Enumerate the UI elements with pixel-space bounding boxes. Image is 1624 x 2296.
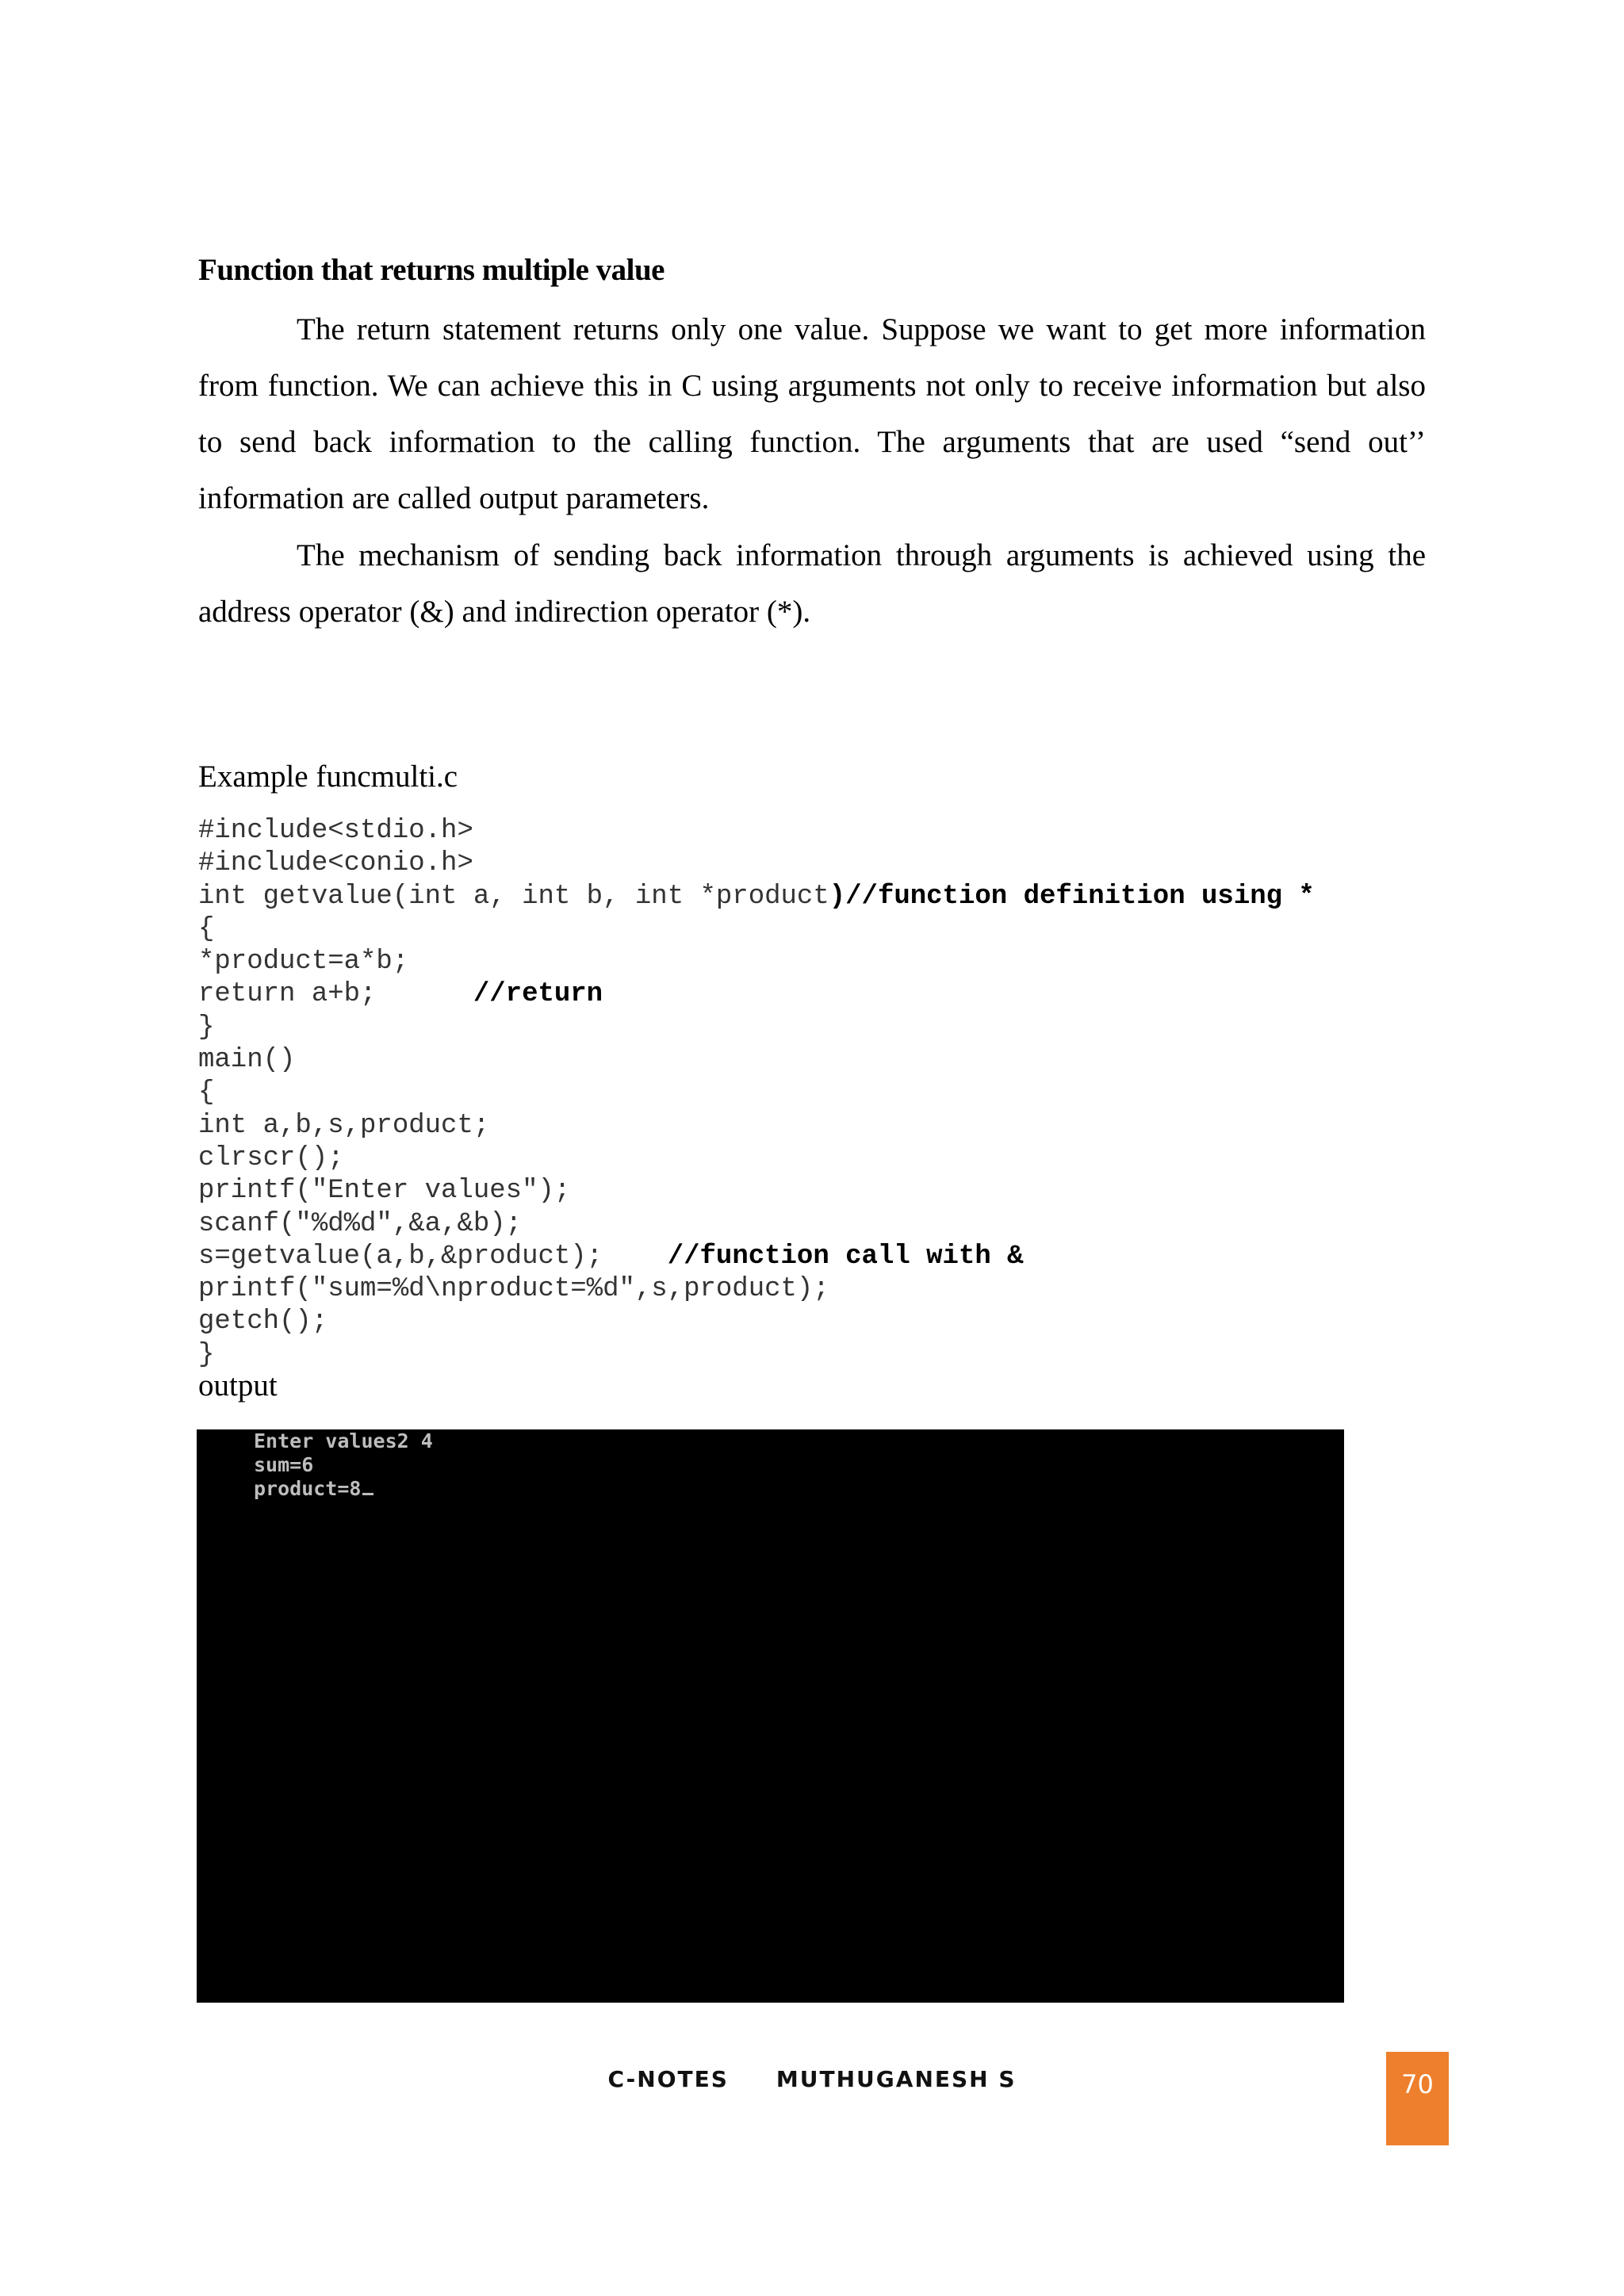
code-line: int a,b,s,product; [198,1110,490,1141]
code-line: getch(); [198,1307,328,1337]
code-line: return a+b; //return [198,979,603,1010]
code-line: } [198,1012,215,1043]
code-line: { [198,913,215,944]
page-number-badge [1386,2052,1449,2145]
code-comment: //function call with & [667,1241,1024,1272]
footer-author: MUTHUGANESH S [776,2066,1017,2092]
paragraph-output-parameters: The return statement returns only one value. Suppose we want to get more information from function. We can achieve this in C using arguments not only to receive information but also to send back information to the calling function. The arguments that are used “send out’’ information are called output parameters. [198,312,1426,515]
code-line: #include<conio.h> [198,848,473,879]
terminal-line: sum=6 [254,1453,314,1476]
code-line: main() [198,1045,296,1076]
example-label: Example funcmulti.c [198,760,458,794]
code-line: #include<stdio.h> [198,816,473,846]
section-heading: Function that returns multiple value [198,253,665,287]
code-line: *product=a*b; [198,947,409,978]
code-comment: )//function definition using * [829,881,1315,912]
code-line: } [198,1339,215,1370]
terminal-line: product=8 [254,1477,373,1500]
code-line: clrscr(); [198,1142,344,1173]
code-line: printf("Enter values"); [198,1176,571,1207]
terminal-text [254,1429,433,1501]
page-number: 70 [1401,2069,1434,2099]
footer-title: C-NOTES [607,2066,729,2092]
cursor-icon [362,1493,373,1495]
code-line: scanf("%d%d",&a,&b); [198,1208,523,1239]
code-line: { [198,1077,215,1108]
code-line: s=getvalue(a,b,&product); //function call with & [198,1241,1024,1272]
terminal-output-screenshot [197,1429,1344,2003]
output-label: output [198,1368,278,1402]
terminal-line: Enter values2 4 [254,1429,433,1452]
code-listing [198,815,1315,1372]
code-line: int getvalue(int a, int b, int *product)//function definition using * [198,881,1315,912]
paragraph-mechanism: The mechanism of sending back information through arguments is achieved using the address operator (&) and indirection operator (*). [198,538,1426,629]
code-comment: //return [473,979,603,1010]
code-line: printf("sum=%d\nproduct=%d",s,product); [198,1274,829,1305]
page-footer [0,2066,1624,2092]
